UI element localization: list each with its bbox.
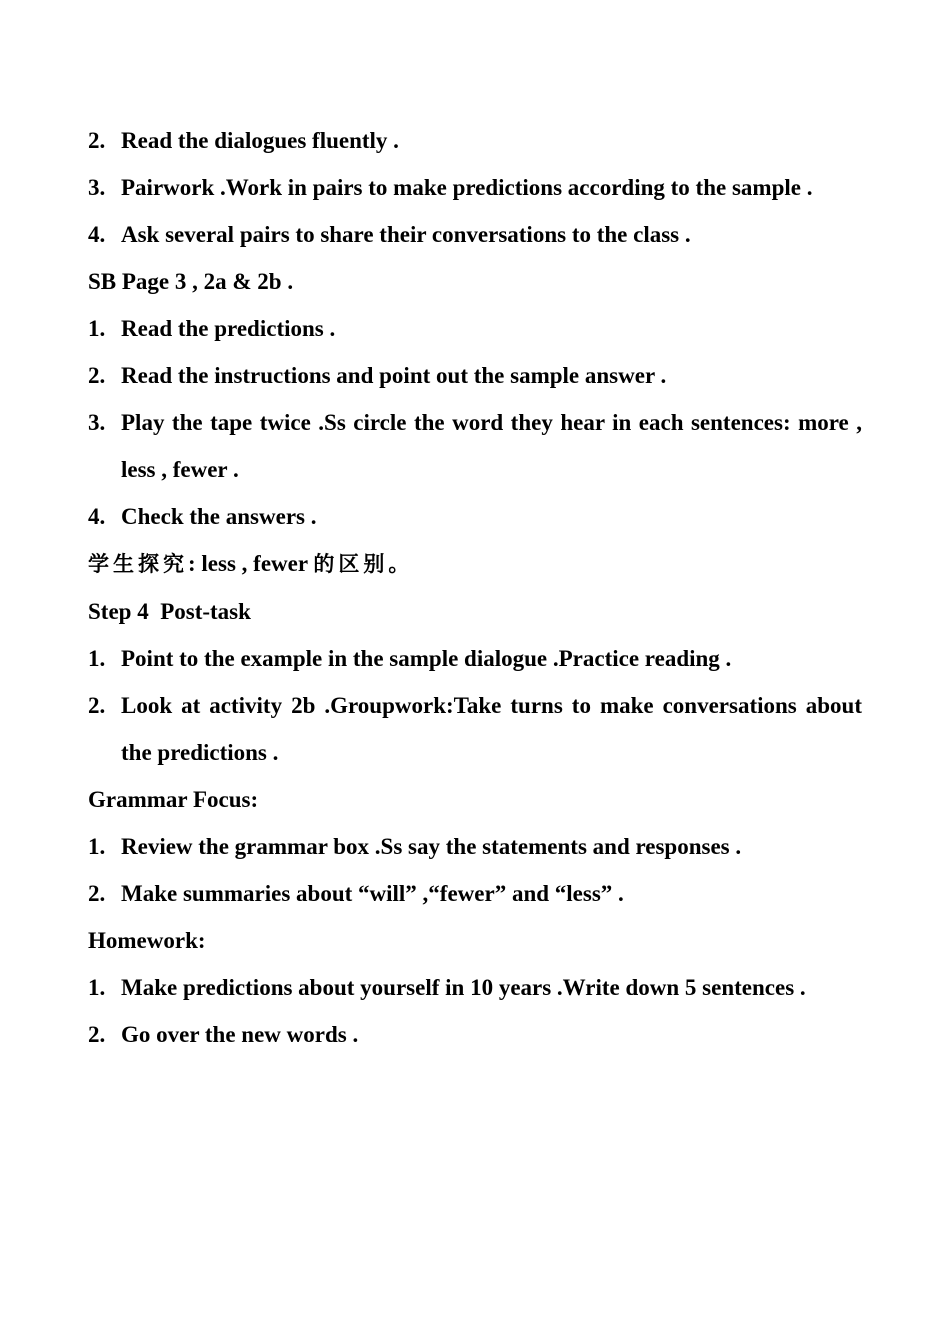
item-text: Read the dialogues fluently .: [121, 128, 399, 153]
item-number: 1.: [88, 316, 106, 341]
list-item: [88, 305, 862, 352]
item-number: 4.: [88, 504, 106, 529]
item-text: Read the instructions and point out the sample answer .: [121, 363, 667, 388]
list-item: [88, 211, 862, 258]
item-text: Review the grammar box .Ss say the statements and responses .: [121, 834, 742, 859]
step4-heading: Step 4 Post-task: [88, 599, 251, 624]
item-text: Play the tape twice .Ss circle the word they hear in each sentences: more , less , fewer .: [121, 410, 862, 482]
item-text: Go over the new words .: [121, 1022, 359, 1047]
item-number: 3.: [88, 175, 106, 200]
item-text: Make predictions about yourself in 10 years .Write down 5 sentences .: [121, 975, 806, 1000]
homework-heading: Homework:: [88, 928, 206, 953]
item-number: 2.: [88, 128, 106, 153]
item-number: 2.: [88, 363, 106, 388]
item-number: 2.: [88, 693, 106, 718]
list-item: [88, 823, 862, 870]
grammar-heading: Grammar Focus:: [88, 787, 259, 812]
item-text: Make summaries about “will” ,“fewer” and “less” .: [121, 881, 624, 906]
item-text: Check the answers .: [121, 504, 317, 529]
explore-label-cn: 学生探究: [88, 552, 188, 576]
explore-line: [88, 540, 862, 588]
item-text: Ask several pairs to share their conversations to the class .: [121, 222, 691, 247]
item-text: Point to the example in the sample dialogue .Practice reading .: [121, 646, 732, 671]
list-item: [88, 964, 862, 1011]
list-item: [88, 682, 862, 776]
item-text: Read the predictions .: [121, 316, 336, 341]
list-item: [88, 164, 862, 211]
item-number: 3.: [88, 410, 106, 435]
item-number: 1.: [88, 975, 106, 1000]
list-item: [88, 635, 862, 682]
item-number: 2.: [88, 1022, 106, 1047]
list-item: [88, 352, 862, 399]
list-item: [88, 870, 862, 917]
list-item: [88, 1011, 862, 1058]
list-item: [88, 399, 862, 493]
document-page: [88, 117, 862, 1058]
item-number: 4.: [88, 222, 106, 247]
sb-page-heading: SB Page 3 , 2a & 2b .: [88, 269, 294, 294]
item-number: 2.: [88, 881, 106, 906]
item-text: Look at activity 2b .Groupwork:Take turns to make conversations about the predictions .: [121, 693, 862, 765]
item-text: Pairwork .Work in pairs to make predictions according to the sample .: [121, 175, 813, 200]
item-number: 1.: [88, 834, 106, 859]
list-item: [88, 117, 862, 164]
explore-text: : less , fewer: [188, 551, 314, 576]
explore-suffix-cn: 的区别。: [313, 552, 414, 576]
list-item: [88, 493, 862, 540]
item-number: 1.: [88, 646, 106, 671]
